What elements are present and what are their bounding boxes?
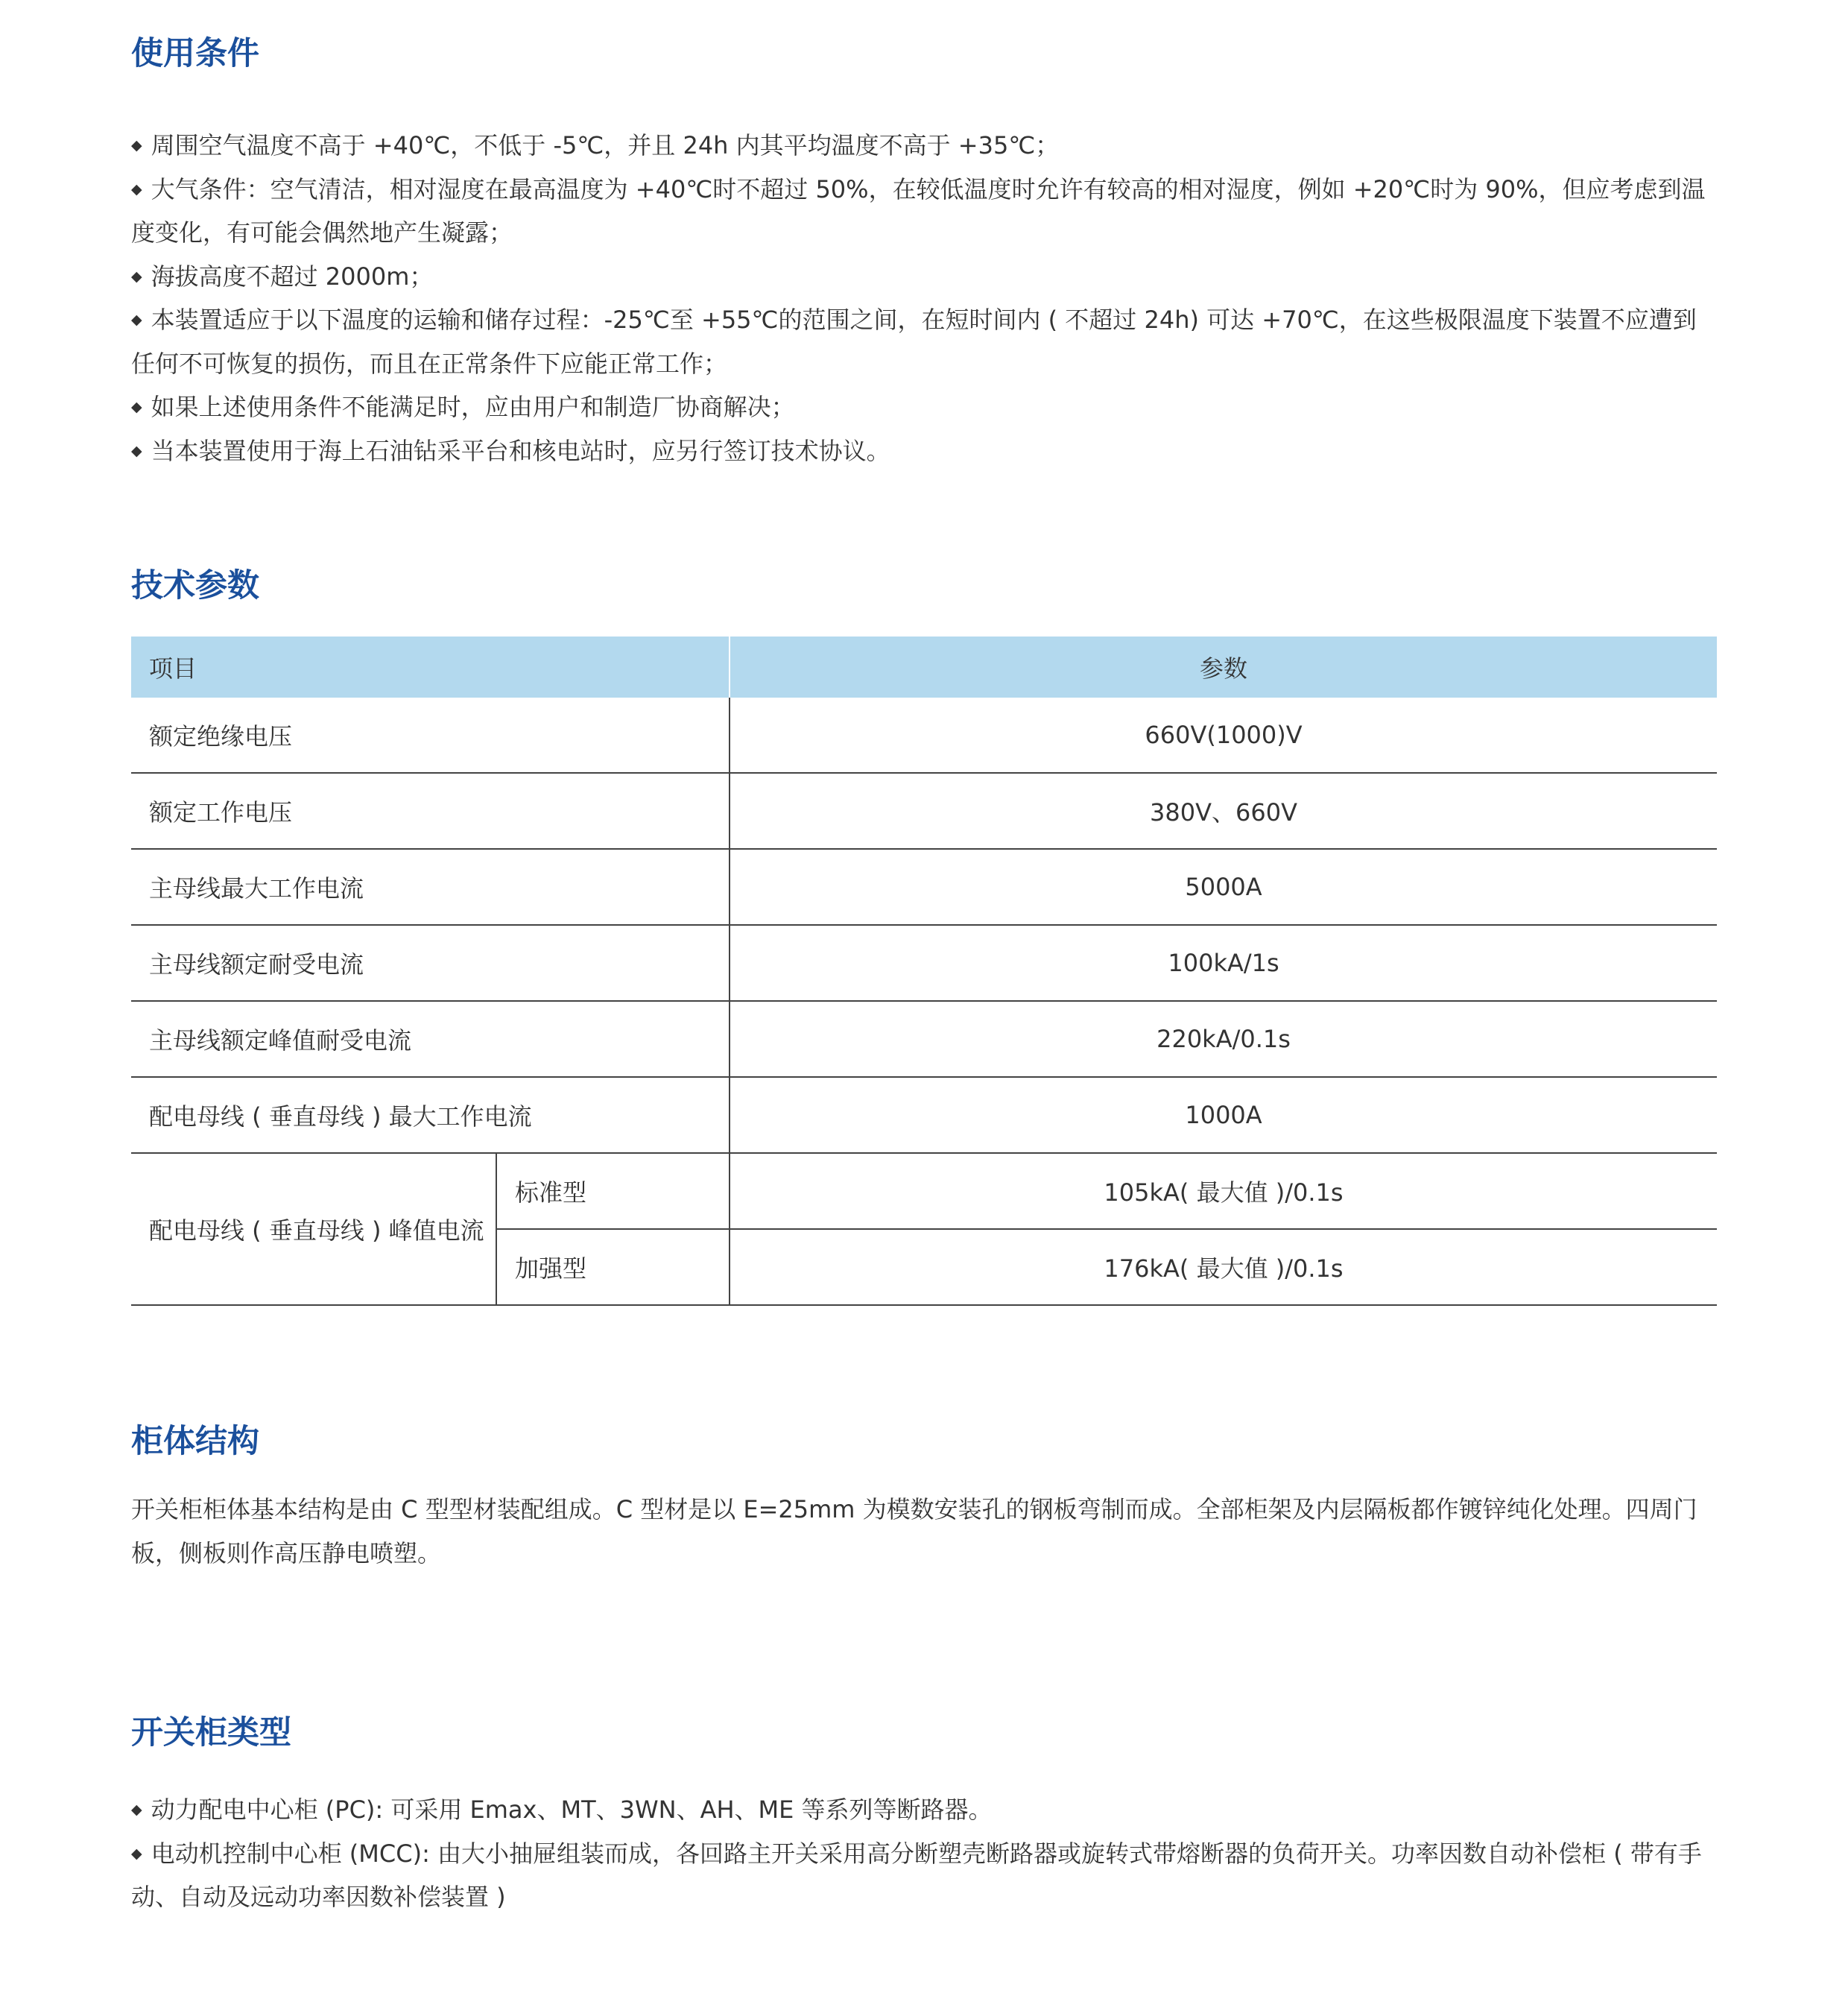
table-row (131, 925, 1717, 1001)
row-value: 176kA( 最大值 )/0.1s (730, 1229, 1717, 1305)
list-item: ◆ 如果上述使用条件不能满足时，应由用户和制造厂协商解决； (131, 385, 1717, 429)
table-row (131, 773, 1717, 849)
row-label: 配电母线 ( 垂直母线 ) 最大工作电流 (131, 1077, 730, 1153)
row-value: 220kA/0.1s (730, 1001, 1717, 1077)
row-value: 1000A (730, 1077, 1717, 1153)
group-label: 配电母线 ( 垂直母线 ) 峰值电流 (131, 1153, 496, 1305)
list-item: ◆ 本装置适应于以下温度的运输和储存过程：-25℃至 +55℃的范围之间，在短时间内 ( 不超过 24h) 可达 +70℃，在这些极限温度下装置不应遭到任何不可恢复的损伤，而且在正常条件下应能正常工作； (131, 298, 1717, 385)
usage-conditions-list (131, 124, 1717, 473)
tech-params-table (131, 637, 1717, 1306)
row-value: 100kA/1s (730, 925, 1717, 1001)
table-row (131, 698, 1717, 773)
cabinet-structure-body: 开关柜柜体基本结构是由 C 型型材装配组成。C 型材是以 E=25mm 为模数安装孔的钢板弯制而成。全部柜架及内层隔板都作镀锌纯化处理。四周门板，侧板则作高压静电喷塑。 (131, 1495, 1697, 1567)
list-item: ◆ 电动机控制中心柜 (MCC): 由大小抽屉组装而成，各回路主开关采用高分断塑壳断路器或旋转式带熔断器的负荷开关。功率因数自动补偿柜 ( 带有手动、自动及远动功率因数补偿装置 ) (131, 1832, 1717, 1919)
row-label: 额定工作电压 (131, 773, 730, 849)
list-item: ◆ 当本装置使用于海上石油钻采平台和核电站时，应另行签订技术协议。 (131, 429, 1717, 473)
row-value: 660V(1000)V (730, 698, 1717, 773)
section-title-cabinet-structure: 柜体结构 (131, 1423, 259, 1460)
table-header-row (131, 637, 1717, 698)
list-item: ◆ 动力配电中心柜 (PC): 可采用 Emax、MT、3WN、AH、ME 等系列等断路器。 (131, 1788, 1717, 1832)
table-row (131, 1153, 1717, 1229)
row-label: 主母线最大工作电流 (131, 849, 730, 925)
section-title-usage-conditions: 使用条件 (131, 35, 259, 72)
table-row (131, 1001, 1717, 1077)
table-row (131, 849, 1717, 925)
row-label: 主母线额定峰值耐受电流 (131, 1001, 730, 1077)
list-item: ◆ 周围空气温度不高于 +40℃，不低于 -5℃，并且 24h 内其平均温度不高于 +35℃； (131, 124, 1717, 168)
row-label: 额定绝缘电压 (131, 698, 730, 773)
row-label: 主母线额定耐受电流 (131, 925, 730, 1001)
header-param: 参数 (730, 637, 1717, 698)
sub-label: 加强型 (496, 1229, 730, 1305)
row-value: 5000A (730, 849, 1717, 925)
table-row (131, 1077, 1717, 1153)
section-title-tech-params: 技术参数 (131, 567, 259, 604)
list-item: ◆ 海拔高度不超过 2000m； (131, 255, 1717, 299)
sub-label: 标准型 (496, 1153, 730, 1229)
switchgear-types-list (131, 1788, 1717, 1919)
section-title-switchgear-types: 开关柜类型 (131, 1714, 291, 1752)
header-item: 项目 (131, 637, 730, 698)
row-value: 105kA( 最大值 )/0.1s (730, 1153, 1717, 1229)
document-content (131, 0, 1717, 1919)
list-item: ◆ 大气条件：空气清洁，相对湿度在最高温度为 +40℃时不超过 50%，在较低温度时允许有较高的相对湿度，例如 +20℃时为 90%，但应考虑到温度变化，有可能会偶然地产生凝露； (131, 168, 1717, 255)
row-value: 380V、660V (730, 773, 1717, 849)
